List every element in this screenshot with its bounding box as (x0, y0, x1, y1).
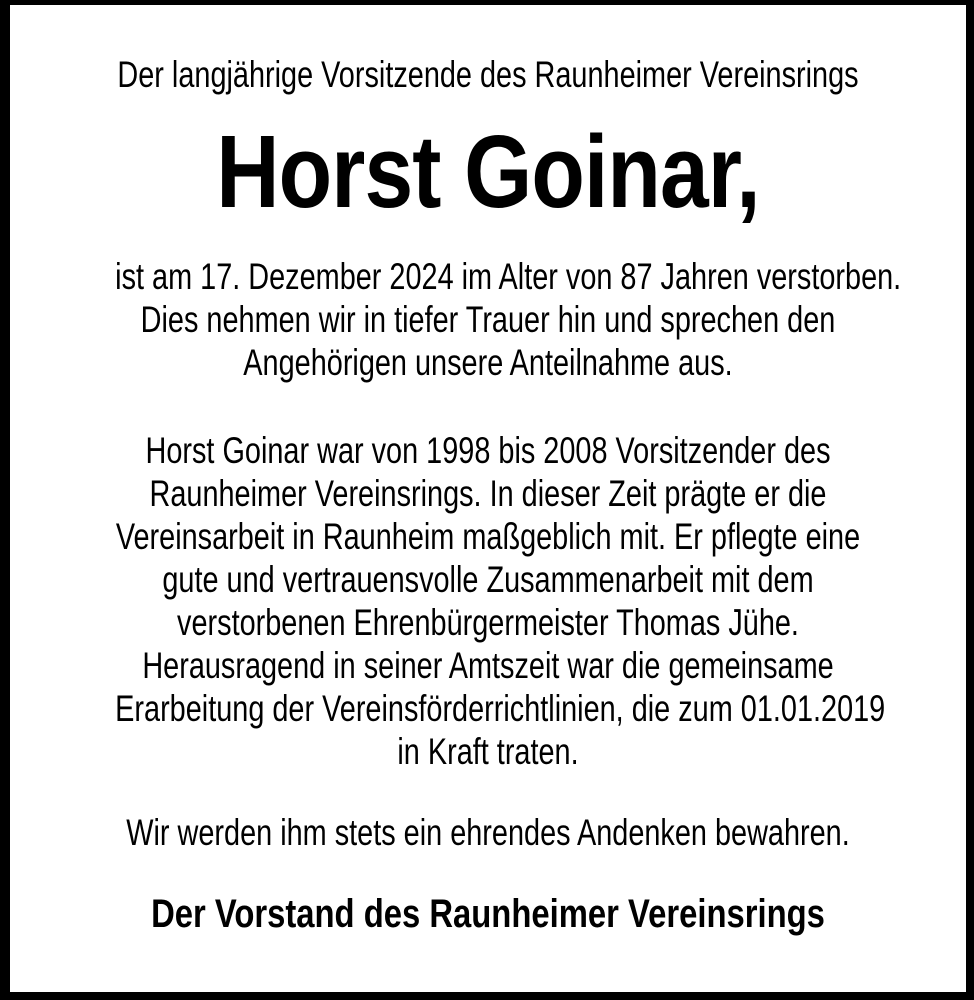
paragraph-line: Raunheimer Vereinsrings. In dieser Zeit prägte er die (149, 473, 827, 514)
paragraph-biography (115, 429, 886, 773)
paragraph-line: in Kraft traten. (397, 731, 579, 772)
paragraph-line: gute und vertrauensvolle Zusammenarbeit mit dem (162, 559, 814, 600)
paragraph-line: Erarbeitung der Vereinsförderrichtlinien, die zum 01.01.2019 (115, 688, 886, 729)
intro-line: Der langjährige Vorsitzende des Raunheimer Vereinsrings (117, 54, 859, 95)
obituary-content (10, 5, 966, 938)
signature-line: Der Vorstand des Raunheimer Vereinsrings (151, 892, 825, 936)
paragraph-line: Horst Goinar war von 1998 bis 2008 Vorsitzender des (145, 430, 831, 471)
closing-line: Wir werden ihm stets ein ehrendes Andenken bewahren. (126, 812, 850, 853)
paragraph-death-announcement (115, 255, 902, 384)
paragraph-line: ist am 17. Dezember 2024 im Alter von 87 Jahren verstorben. (115, 256, 902, 297)
paragraph-line: Herausragend in seiner Amtszeit war die gemeinsame (142, 645, 834, 686)
paragraph-line: Angehörigen unsere Anteilnahme aus. (243, 342, 733, 383)
paragraph-line: verstorbenen Ehrenbürgermeister Thomas Jühe. (177, 602, 799, 643)
paragraph-line: Dies nehmen wir in tiefer Trauer hin und sprechen den (140, 299, 836, 340)
deceased-name: Horst Goinar, (216, 114, 760, 229)
paragraph-line: Vereinsarbeit in Raunheim maßgeblich mit. Er pflegte eine (115, 516, 861, 557)
